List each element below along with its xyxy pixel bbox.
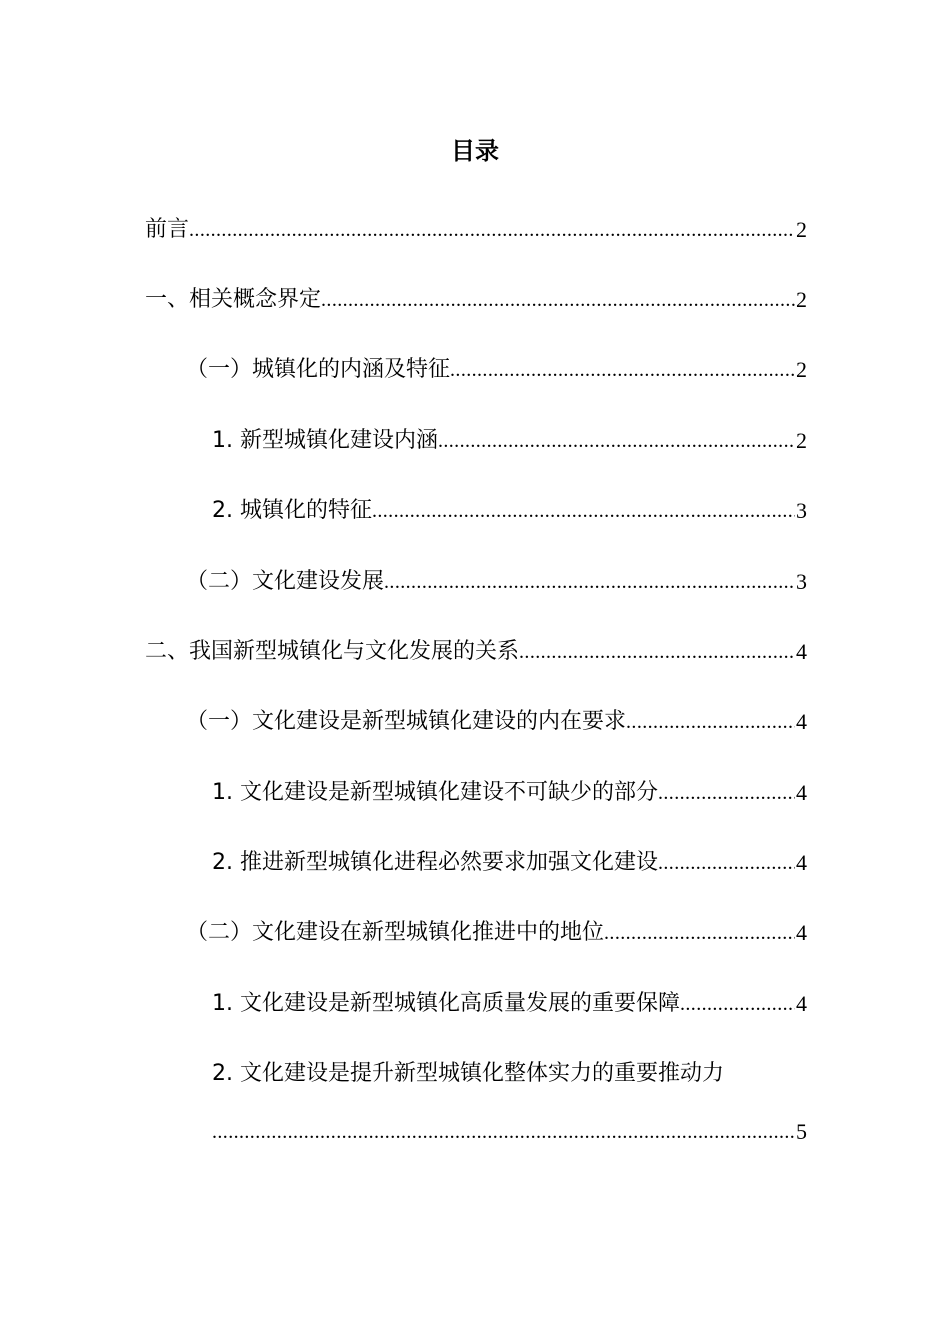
toc-entry-label: 2. 城镇化的特征 xyxy=(212,498,372,523)
toc-entry-label: 前言 xyxy=(145,217,190,242)
toc-entry-preface[interactable] xyxy=(145,210,807,250)
toc-entry-label: 1. 文化建设是新型城镇化建设不可缺少的部分 xyxy=(212,780,658,805)
toc-page-number: 4 xyxy=(796,850,807,875)
toc-entry-label: 1. 新型城镇化建设内涵 xyxy=(212,428,438,453)
toc-page-number: 5 xyxy=(796,1119,807,1144)
toc-entry-label: （一）文化建设是新型城镇化建设的内在要求 xyxy=(186,709,627,734)
toc-leader-dots xyxy=(604,913,795,953)
toc-leader-dots xyxy=(626,702,795,742)
toc-page-number: 3 xyxy=(796,498,807,523)
toc-entry-section-1-1[interactable] xyxy=(186,350,807,390)
toc-entry-chapter-2[interactable] xyxy=(145,632,807,672)
toc-page-number: 3 xyxy=(796,569,807,594)
toc-entry-label: 一、相关概念界定 xyxy=(145,287,322,312)
toc-entry-subsection-1-1-1[interactable] xyxy=(212,421,807,461)
toc-page-number: 4 xyxy=(796,639,807,664)
toc-entry-subsection-2-1-2[interactable] xyxy=(212,843,807,883)
toc-leader-dots xyxy=(450,350,795,390)
toc-entry-label: （二）文化建设在新型城镇化推进中的地位 xyxy=(186,920,605,945)
toc-leader-dots xyxy=(189,210,795,250)
toc-entry-subsection-1-1-2[interactable] xyxy=(212,491,807,531)
toc-leader-dots xyxy=(519,632,795,672)
toc-entry-section-1-2[interactable] xyxy=(186,562,807,602)
toc-entry-label: （一）城镇化的内涵及特征 xyxy=(186,357,451,382)
toc-page-number: 2 xyxy=(796,357,807,382)
toc-page-number: 4 xyxy=(796,920,807,945)
toc-page-number: 2 xyxy=(796,217,807,242)
toc-entry-label: 二、我国新型城镇化与文化发展的关系 xyxy=(145,639,520,664)
toc-page-number: 2 xyxy=(796,428,807,453)
toc-leader-dots xyxy=(658,773,795,813)
toc-entry-subsection-2-1-1[interactable] xyxy=(212,773,807,813)
toc-page-number: 4 xyxy=(796,709,807,734)
toc-entry-label: 2. 文化建设是提升新型城镇化整体实力的重要推动力 xyxy=(212,1061,724,1086)
toc-leader-dots xyxy=(680,984,795,1024)
toc-page-number: 4 xyxy=(796,991,807,1016)
toc-page-number: 2 xyxy=(796,287,807,312)
toc-leader-dots xyxy=(212,1112,795,1152)
toc-leader-dots xyxy=(384,562,795,602)
toc-leader-dots xyxy=(372,491,795,531)
toc-leader-dots xyxy=(658,843,795,883)
toc-leader-dots xyxy=(321,280,795,320)
toc-entry-subsection-2-2-2[interactable] xyxy=(212,1054,807,1094)
toc-entry-label: 1. 文化建设是新型城镇化高质量发展的重要保障 xyxy=(212,991,680,1016)
toc-entry-label: （二）文化建设发展 xyxy=(186,569,385,594)
toc-leader-dots xyxy=(438,421,795,461)
toc-entry-label: 2. 推进新型城镇化进程必然要求加强文化建设 xyxy=(212,850,658,875)
toc-entry-section-2-1[interactable] xyxy=(186,702,807,742)
toc-title: 目录 xyxy=(451,137,499,165)
toc-page-number: 4 xyxy=(796,780,807,805)
toc-entry-subsection-2-2-2-continued[interactable] xyxy=(212,1112,807,1152)
toc-entry-section-2-2[interactable] xyxy=(186,913,807,953)
toc-entry-chapter-1[interactable] xyxy=(145,280,807,320)
toc-entry-subsection-2-2-1[interactable] xyxy=(212,984,807,1024)
